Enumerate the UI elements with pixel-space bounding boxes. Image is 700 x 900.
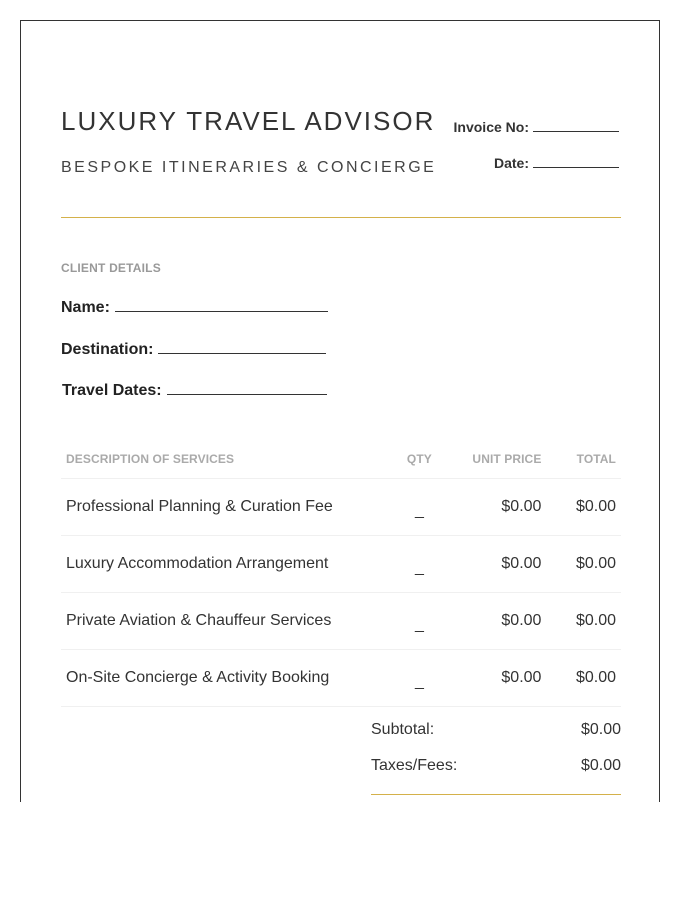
invoice-date-blank[interactable]: [533, 155, 619, 168]
column-header-total: TOTAL: [546, 442, 621, 479]
service-total: $0.00: [546, 593, 621, 650]
service-qty[interactable]: _: [386, 479, 453, 536]
invoice-number-field[interactable]: [454, 119, 619, 135]
taxes-label: Taxes/Fees:: [371, 757, 458, 774]
invoice-date-field[interactable]: [494, 155, 619, 171]
service-qty[interactable]: _: [386, 593, 453, 650]
header-divider: [61, 217, 621, 218]
column-header-description: DESCRIPTION OF SERVICES: [61, 442, 386, 479]
service-description: Private Aviation & Chauffeur Services: [61, 593, 386, 650]
subtotal-label: Subtotal:: [371, 721, 435, 738]
service-description: On-Site Concierge & Activity Booking: [61, 650, 386, 707]
invoice-number-blank[interactable]: [533, 119, 619, 132]
services-header-row: [61, 442, 621, 479]
table-row: [61, 479, 621, 536]
service-description: Professional Planning & Curation Fee: [61, 479, 386, 536]
travel-dates-label: Travel Dates:: [62, 382, 162, 399]
column-header-unit-price: UNIT PRICE: [453, 442, 547, 479]
taxes-row: [371, 757, 621, 777]
table-row: [61, 593, 621, 650]
client-name-label: Name:: [61, 299, 110, 316]
subtotal-row: [371, 721, 621, 741]
service-total: $0.00: [546, 536, 621, 593]
service-qty[interactable]: _: [386, 536, 453, 593]
service-qty[interactable]: _: [386, 650, 453, 707]
taxes-value: $0.00: [580, 757, 621, 774]
invoice-number-label: Invoice No:: [453, 119, 529, 135]
service-unit-price: $0.00: [453, 479, 547, 536]
services-table: [61, 442, 621, 707]
business-title: LUXURY TRAVEL ADVISOR: [61, 106, 436, 136]
business-subtitle: BESPOKE ITINERARIES & CONCIERGE: [61, 159, 437, 176]
destination-blank[interactable]: [158, 339, 326, 354]
invoice-sheet: [20, 20, 660, 802]
service-unit-price: $0.00: [453, 650, 547, 707]
table-row: [61, 650, 621, 707]
service-total: $0.00: [546, 650, 621, 707]
travel-dates-field[interactable]: [62, 380, 327, 400]
service-description: Luxury Accommodation Arrangement: [61, 536, 386, 593]
client-name-blank[interactable]: [115, 297, 328, 312]
table-row: [61, 536, 621, 593]
summary-divider: [371, 794, 621, 795]
service-total: $0.00: [546, 479, 621, 536]
client-name-field[interactable]: [61, 297, 328, 317]
travel-dates-blank[interactable]: [167, 380, 327, 395]
client-details-heading: CLIENT DETAILS: [61, 261, 161, 275]
service-unit-price: $0.00: [453, 593, 547, 650]
destination-label: Destination:: [61, 341, 154, 358]
subtotal-value: $0.00: [580, 721, 621, 738]
service-unit-price: $0.00: [453, 536, 547, 593]
invoice-date-label: Date:: [493, 155, 529, 171]
destination-field[interactable]: [61, 339, 326, 359]
column-header-qty: QTY: [386, 442, 453, 479]
